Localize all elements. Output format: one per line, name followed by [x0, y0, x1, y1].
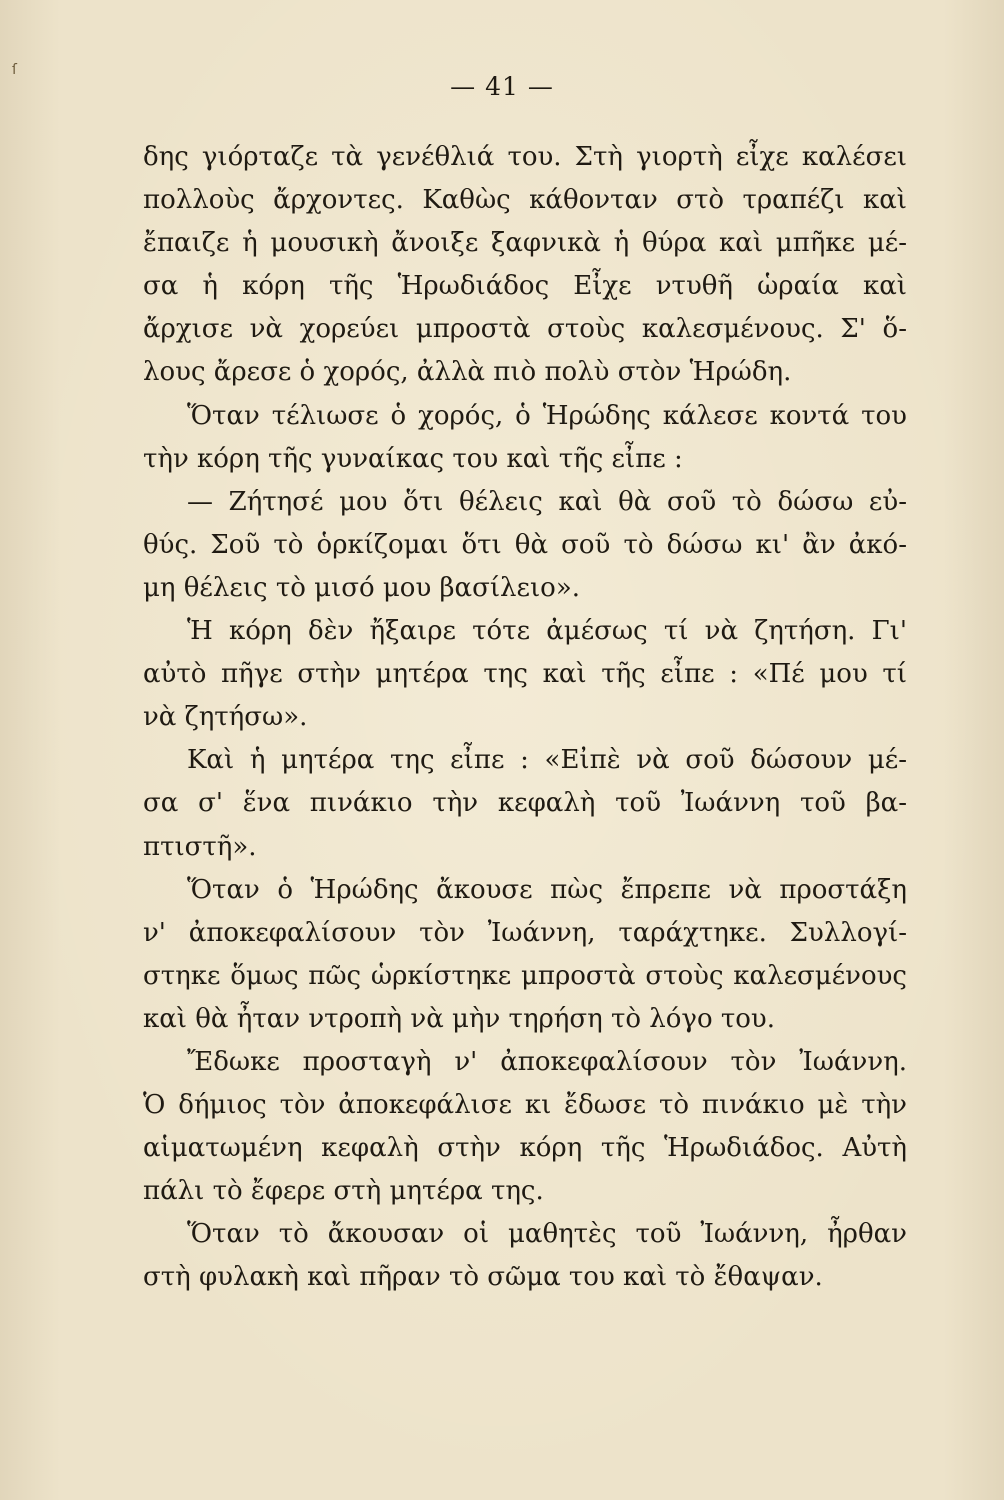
text-line: πάλι τὸ ἔφερε στὴ μητέρα της.: [143, 1176, 544, 1207]
text-line: στὴ φυλακὴ καὶ πῆραν τὸ σῶμα του καὶ τὸ ἔθαψαν.: [143, 1262, 823, 1293]
text-line: σα σ' ἕνα πινάκιο τὴν κεφαλὴ τοῦ Ἰωάννη τοῦ βα-: [143, 788, 907, 819]
text-body: [143, 136, 907, 1300]
text-line: Ἡ κόρη δὲν ἤξαιρε τότε ἀμέσως τί νὰ ζητήση. Γι': [187, 616, 907, 647]
text-line: αὐτὸ πῆγε στὴν μητέρα της καὶ τῆς εἶπε : «Πέ μου τί: [143, 659, 907, 690]
text-line: λους ἄρεσε ὁ χορός, ἀλλὰ πιὸ πολὺ στὸν Ἡρώδη.: [143, 357, 792, 388]
page-edge-mark: ſ: [12, 62, 17, 78]
text-line: ἔπαιζε ἡ μουσικὴ ἄνοιξε ξαφνικὰ ἡ θύρα καὶ μπῆκε μέ-: [143, 228, 907, 259]
text-line: Ὅταν τὸ ἄκουσαν οἱ μαθητὲς τοῦ Ἰωάννη, ἦρθαν: [187, 1219, 907, 1250]
text-line: μη θέλεις τὸ μισό μου βασίλειο».: [143, 572, 581, 603]
text-line: ἄρχισε νὰ χορεύει μπροστὰ στοὺς καλεσμένους. Σ' ὅ-: [143, 314, 907, 345]
text-line: δης γιόρταζε τὰ γενέθλιά του. Στὴ γιορτὴ εἶχε καλέσει: [143, 142, 907, 172]
text-line: Καὶ ἡ μητέρα της εἶπε : «Εἰπὲ νὰ σοῦ δώσουν μέ-: [187, 745, 907, 776]
text-line: Ὁ δήμιος τὸν ἀποκεφάλισε κι ἔδωσε τὸ πινάκιο μὲ τὴν: [143, 1090, 907, 1121]
text-line: αἱματωμένη κεφαλὴ στὴν κόρη τῆς Ἡρωδιάδος. Αὐτὴ: [143, 1133, 907, 1164]
text-line: — Ζήτησέ μου ὅτι θέλεις καὶ θὰ σοῦ τὸ δώσω εὐ-: [187, 486, 907, 517]
text-line: Ὅταν τέλιωσε ὁ χορός, ὁ Ἡρώδης κάλεσε κοντά του: [187, 400, 907, 431]
text-line: νὰ ζητήσω».: [143, 702, 308, 733]
text-line: ν' ἀποκεφαλίσουν τὸν Ἰωάννη, ταράχτηκε. Συλλογί-: [143, 917, 907, 948]
text-line: τὴν κόρη τῆς γυναίκας του καὶ τῆς εἶπε :: [143, 443, 683, 474]
text-line: θύς. Σοῦ τὸ ὁρκίζομαι ὅτι θὰ σοῦ τὸ δώσω κι' ἂν ἀκό-: [143, 529, 907, 560]
text-line: πτιστῆ».: [143, 831, 257, 862]
text-line: σα ἡ κόρη τῆς Ἡρωδιάδος Εἶχε ντυθῆ ὡραία καὶ: [143, 271, 907, 302]
page-number: — 41 —: [450, 72, 554, 101]
text-line: Ἔδωκε προσταγὴ ν' ἀποκεφαλίσουν τὸν Ἰωάννη.: [187, 1046, 907, 1077]
text-line: στηκε ὅμως πῶς ὡρκίστηκε μπροστὰ στοὺς καλεσμένους: [143, 960, 907, 991]
text-line: Ὅταν ὁ Ἡρώδης ἄκουσε πὼς ἔπρεπε νὰ προστάξη: [187, 874, 907, 905]
text-line: πολλοὺς ἄρχοντες. Καθὼς κάθονταν στὸ τραπέζι καὶ: [143, 185, 907, 216]
text-line: καὶ θὰ ἦταν ντροπὴ νὰ μὴν τηρήση τὸ λόγο του.: [143, 1003, 775, 1034]
